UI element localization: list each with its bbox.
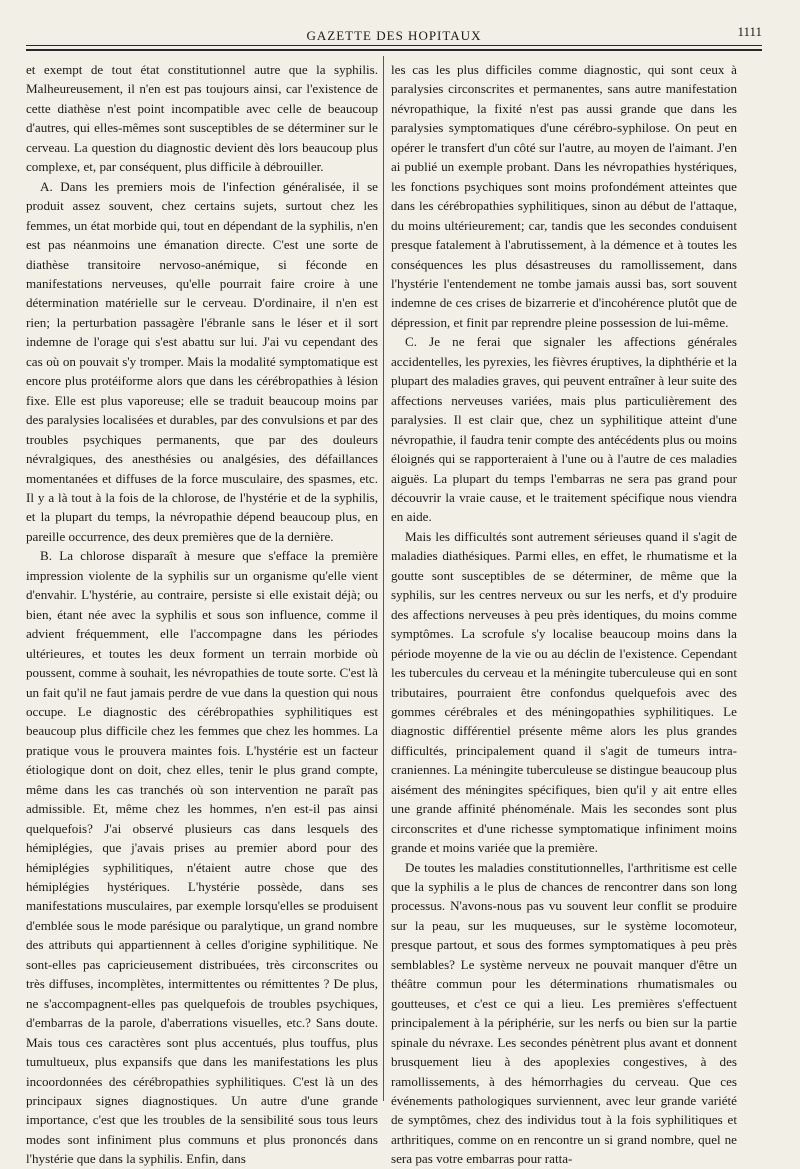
- header-rule-thick: [26, 49, 762, 51]
- left-paragraph-3: B. La chlorose disparaît à mesure que s'efface la première impression violente de la syphilis sur un organisme qu'elle vient d'envahir. L'hystérie, au contraire, persiste si elle existait déjà; ou bien, étant née avec la syphilis et sous son influence, comme il advient fréquemment, elle l'accompagne dans les périodes ultérieures, et toutes les deux forment un terrain morbide où poussent, comme à souhait, les névropathies de toute sorte. C'est là un fait qu'il ne faut jamais perdre de vue dans la question qui nous occupe. Le diagnostic des cérébropathies syphilitiques est beaucoup plus difficile chez les femmes que chez les hommes. La pratique vous le prouvera maintes fois. L'hystérie est un facteur étiologique dont on doit, chez elles, tenir le plus grand compte, même dans les cas tranchés où son intervention ne paraît pas admissible. Et, même chez les hommes, n'en est-il pas ainsi quelquefois? J'ai observé plusieurs cas dans lesquels des hémiplégies, que j'avais prises au premier abord pour des hémiplégies syphilitiques, n'étaient autre chose que des hémiplégies hystériques. L'hystérie possède, dans ses manifestations musculaires, par exemple lorsqu'elles se produisent d'emblée sous le mode parésique ou paralytique, un grand nombre des attributs qui appartiennent à celles d'origine syphilitique. Ne sont-elles pas capricieusement distribuées, très circonscrites ou très diffuses, incomplètes, intermittentes ou rémittentes ? De plus, ne s'accompagnent-elles pas quelquefois de troubles psychiques, d'embarras de la parole, d'aberrations visuelles, etc.? Sans doute. Mais tous ces caractères sont plus accentués, plus touffus, plus tumultueux, plus expansifs que dans les manifestations les plus incoordonnées des cérébropathies syphilitiques. C'est là un des principaux signes diagnostiques. Un autre d'une grande importance, c'est que les troubles de la sensibilité sous tous leurs modes sont infiniment plus communs et plus prononcés dans l'hystérie que dans la syphilis. Enfin, dans: [26, 548, 378, 1167]
- header-rule-thin: [26, 45, 762, 46]
- left-paragraph-2: A. Dans les premiers mois de l'infection généralisée, il se produit assez souvent, chez certains sujets, surtout chez les femmes, un état morbide qui, tout en dépendant de la syphilis, n'en est pas néanmoins une émanation directe. C'est une sorte de diathèse transitoire nervoso-anémique, si féconde en manifestations nerveuses, qu'elle pourrait faire croire à une détermination matérielle sur le cerveau. D'ordinaire, il n'en est rien; la perturbation passagère l'ébranle sans le léser et il sort indemne de l'orage qui s'est abattu sur lui. J'ai vu cependant des cas où on pouvait s'y tromper. Mais la modalité symptomatique est encore plus protéiforme alors que dans les cérébropathies à lésion fixe. Elle est plus vaporeuse; elle se traduit beaucoup moins par des paralysies localisées et durables, par des convulsions et par des troubles psychiques permanents, que par des douleurs névralgiques, des anesthésies ou analgésies, des défaillances momentanées et diffuses de la force musculaire, des spasmes, etc. Il y a là tout à la fois de la chlorose, de l'hystérie et de la syphilis, et la plupart du temps, la névropathie dépend beaucoup plus, en pareille occurrence, des deux premières que de la dernière.: [26, 178, 378, 544]
- column-divider: [383, 56, 384, 1101]
- page-number: 1111: [737, 24, 762, 39]
- right-column: [391, 60, 737, 1169]
- running-title: GAZETTE DES HOPITAUX: [306, 28, 482, 43]
- left-paragraph-1: et exempt de tout état constitutionnel autre que la syphilis. Malheureusement, il n'en est pas toujours ainsi, car l'existence de cette diathèse n'est point incompatible avec celle de beaucoup d'autres, qui elles-mêmes sont susceptibles de se déterminer sur le cerveau. La question du diagnostic devient dès lors beaucoup plus complexe, et, par conséquent, plus difficile à débrouiller.: [26, 62, 378, 175]
- left-column: [26, 60, 378, 1169]
- right-paragraph-3: Mais les difficultés sont autrement sérieuses quand il s'agit de maladies diathésiques. Parmi elles, en effet, le rhumatisme et la goutte sont susceptibles de se déterminer, de même que la syphilis, sur les centres nerveux ou sur les nerfs, et d'y produire des affections nerveuses à peu près identiques, du moins comme symptômes. La scrofule s'y localise beaucoup moins dans la période moyenne de la vie ou au déclin de l'existence. Cependant les tubercules du cerveau et la méningite tuberculeuse qui en sont tributaires, pourraient être confondus quelquefois avec des gommes cérébrales et des méningopathies syphilitiques. Le diagnostic différentiel présente même alors les plus grandes difficultés, principalement quand il s'agit de tumeurs intra-craniennes. La méningite tuberculeuse se distingue beaucoup plus aisément des méningites spécifiques, bien qu'il y ait entre elles une grande affinité phénoménale. Mais les secondes sont plus circonscrites et d'une richesse symptomatique infiniment moins grande et moins variée que la première.: [391, 528, 737, 856]
- right-paragraph-1: les cas les plus difficiles comme diagnostic, qui sont ceux à paralysies circonscrites et permanentes, sans autre manifestation névropathique, la fixité n'est pas aussi grande que dans les paralysies symptomatiques d'une cérébro-syphilose. On peut en opérer le transfert d'un côté sur l'autre, au moyen de l'aimant. J'en ai publié un exemple probant. Dans les névropathies hystériques, les fonctions psychiques sont moins profondément atteintes que dans les cérébropathies syphilitiques, sinon au début de l'attaque, du moins ultérieurement; car, tandis que les secondes conduisent presque fatalement à l'abrutissement, à la démence et à toutes les conséquences les plus désastreuses du ramollissement, dans l'hystérie l'entendement ne tombe jamais aussi bas, sort souvent indemne de ces crises de bizarrerie et d'incohérence plutôt que de dépression, et finit par reprendre pleine possession de lui-même.: [391, 62, 737, 330]
- right-paragraph-2: C. Je ne ferai que signaler les affections générales accidentelles, les pyrexies, les fièvres éruptives, la diphthérie et la plupart des maladies graves, qui peuvent entraîner à leur suite des affections nerveuses variées, mais plus particulièrement des paralysies. Il est clair que, chez un syphilitique atteint d'une névropathie, il faudra tenir compte des antécédents plus ou moins éloignés qui se rapporteraient à l'une ou à l'autre de ces maladies aiguës. La plupart du temps l'embarras ne sera pas grand pour découvrir la vraie cause, et le traitement spécifique nous viendra en aide.: [391, 334, 737, 525]
- right-paragraph-4: De toutes les maladies constitutionnelles, l'arthritisme est celle que la syphilis a le plus de chances de rencontrer dans son long processus. N'avons-nous pas vu souvent leur conflit se produire sur la peau, sur les muqueuses, sur le système locomoteur, presque partout, et sous des formes symptomatiques à peu près semblables? Le système nerveux ne pouvait manquer d'être un théâtre commun pour les déterminations rhumatismales ou goutteuses, et c'est ce qui a lieu. Les premières s'effectuent principalement à la périphérie, sur les nerfs ou bien sur la partie spinale du névraxe. Les secondes pénètrent plus avant et donnent brusquement lieu à des apoplexies congestives, à des ramollissements, à des hémorrhagies du cerveau. Que ces événements pathologiques surviennent, avec leur grande variété de symptômes, chez des individus tout à la fois syphilitiques et arthritiques, comme on en rencontre un si grand nombre, quel ne sera pas votre embarras pour ratta-: [391, 859, 737, 1167]
